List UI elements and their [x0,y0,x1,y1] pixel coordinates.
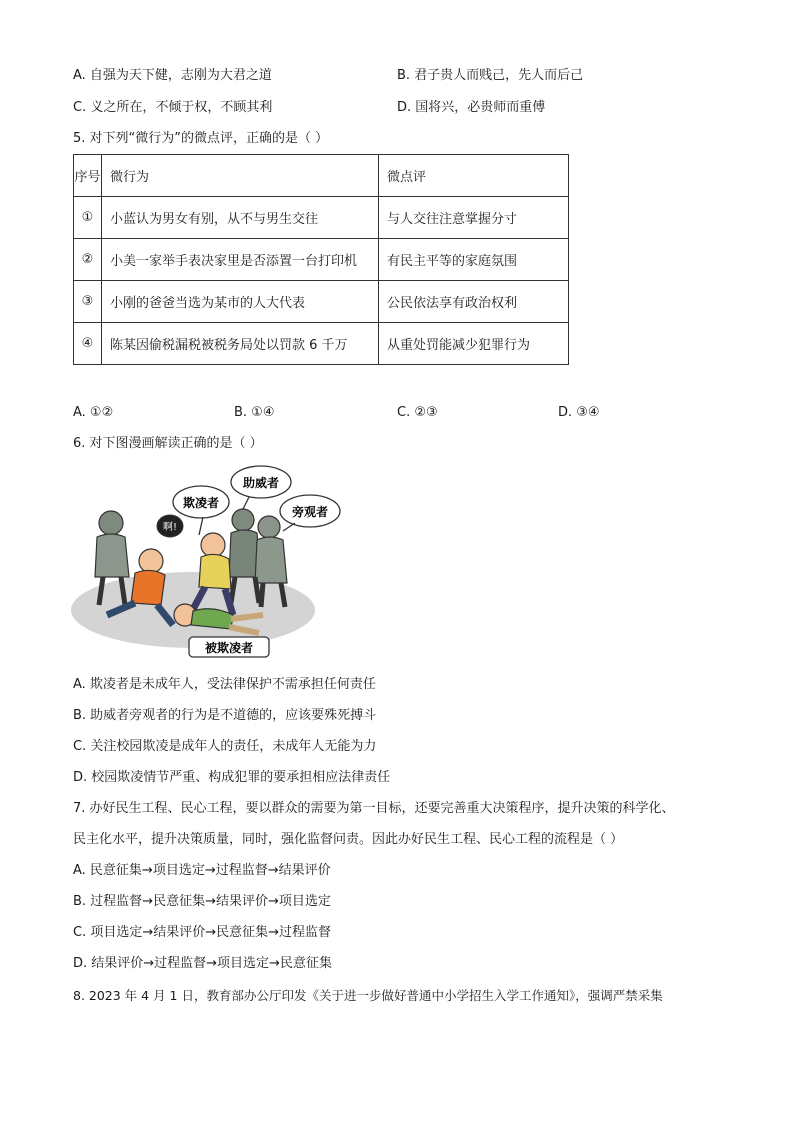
q7-stem-line1: 7. 办好民生工程、民心工程，要以群众的需要为第一目标，还要完善重大决策程序，提升决策的科学化、 [73,801,675,816]
table-row [74,197,569,239]
q6-option-b: B. 助威者旁观者的行为是不道德的，应该要殊死搏斗 [73,708,377,723]
q6-option-c: C. 关注校园欺凌是成年人的责任，未成年人无能为力 [73,739,377,754]
row-act: 小刚的爸爸当选为某市的人大代表 [102,281,379,323]
header-comment: 微点评 [379,155,569,197]
header-act: 微行为 [102,155,379,197]
table-row [74,281,569,323]
victim-label [189,637,269,657]
table-header-row [74,155,569,197]
row-comment: 有民主平等的家庭氛围 [379,239,569,281]
q5-option-c: C. ②③ [397,405,438,420]
q4-option-d: D. 国将兴，必贵师而重傅 [397,100,546,115]
row-no: ④ [74,323,102,365]
row-no: ③ [74,281,102,323]
q4-option-c: C. 义之所在，不倾于权，不顾其利 [73,100,273,115]
q5-option-b: B. ①④ [234,405,275,420]
q7-option-c: C. 项目选定→结果评价→民意征集→过程监督 [73,925,332,940]
row-comment: 与人交往注意掌握分寸 [379,197,569,239]
victim-label-text: 被欺凌者 [204,641,254,655]
bubble-cry-text: 啊! [162,522,178,533]
q7-option-b: B. 过程监督→民意征集→结果评价→项目选定 [73,894,331,909]
q4-option-b: B. 君子贵人而贱己，先人而后己 [397,68,584,83]
bullying-cartoon [73,465,329,660]
row-act: 小蓝认为男女有别，从不与男生交往 [102,197,379,239]
bubble-cry [157,515,183,537]
q7-stem-line2: 民主化水平，提升决策质量，同时，强化监督问责。因此办好民生工程、民心工程的流程是（ ） [73,832,624,847]
q4-option-a: A. 自强为天下健，志刚为大君之道 [73,68,272,83]
bubble-helper-text: 助威者 [242,476,280,490]
q5-table [73,154,569,365]
header-no: 序号 [74,155,102,197]
row-no: ① [74,197,102,239]
q5-stem: 5. 对下列“微行为”的微点评，正确的是（ ） [73,131,329,146]
q8-stem-line1: 8. 2023 年 4 月 1 日，教育部办公厅印发《关于进一步做好普通中小学招生入学工作通知》，强调严禁采集 [73,988,663,1003]
q5-option-a: A. ①② [73,405,114,420]
q7-option-a: A. 民意征集→项目选定→过程监督→结果评价 [73,863,331,878]
row-comment: 公民依法享有政治权利 [379,281,569,323]
bubble-bystander-text: 旁观者 [291,505,329,519]
table-row [74,239,569,281]
bubble-bystander [280,495,340,531]
q6-option-d: D. 校园欺凌情节严重、构成犯罪的要承担相应法律责任 [73,770,391,785]
row-act: 陈某因偷税漏税被税务局处以罚款 6 千万 [102,323,379,365]
table-row [74,323,569,365]
bubble-helper [231,466,291,509]
q6-option-a: A. 欺凌者是未成年人，受法律保护不需承担任何责任 [73,677,376,692]
row-act: 小美一家举手表决家里是否添置一台打印机 [102,239,379,281]
row-no: ② [74,239,102,281]
bubble-bully-text: 欺凌者 [182,496,220,510]
q7-option-d: D. 结果评价→过程监督→项目选定→民意征集 [73,956,332,971]
row-comment: 从重处罚能减少犯罪行为 [379,323,569,365]
q6-stem: 6. 对下图漫画解读正确的是（ ） [73,436,263,451]
q5-option-d: D. ③④ [558,405,600,420]
